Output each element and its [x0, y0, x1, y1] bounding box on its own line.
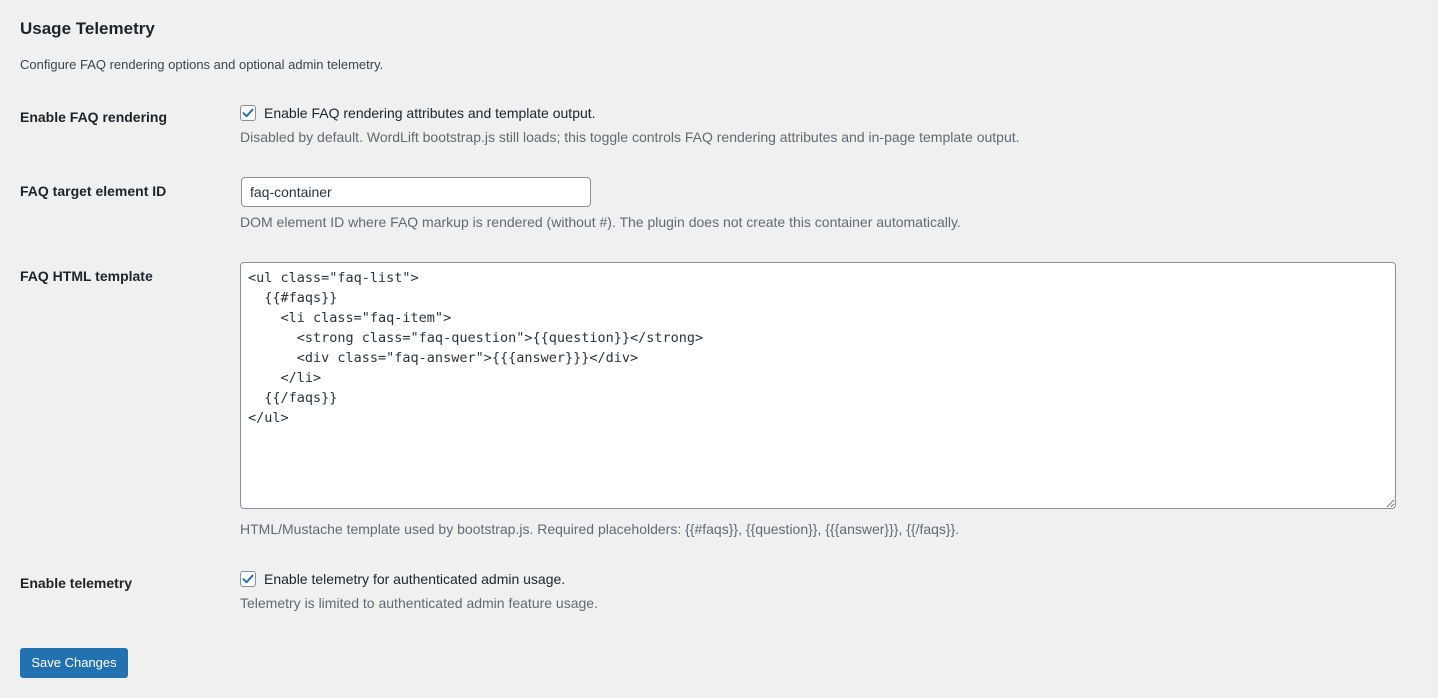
telemetry-option[interactable] [240, 570, 565, 588]
telemetry-checkbox[interactable] [240, 571, 256, 587]
faq-target-help: DOM element ID where FAQ markup is rendered (without #). The plugin does not create this container automatically. [240, 214, 961, 230]
faq-rendering-option[interactable] [240, 104, 596, 122]
section-description: Configure FAQ rendering options and optional admin telemetry. [20, 57, 384, 72]
faq-template-label: FAQ HTML template [20, 268, 153, 284]
faq-rendering-label: Enable FAQ rendering [20, 109, 168, 125]
telemetry-label: Enable telemetry [20, 575, 133, 591]
checkmark-icon [241, 106, 255, 120]
faq-template-textarea[interactable] [240, 262, 1396, 509]
save-changes-button[interactable]: Save Changes [20, 648, 128, 678]
faq-template-help: HTML/Mustache template used by bootstrap.js. Required placeholders: {{#faqs}}, {{question}}, {{{answer}}}, {{/faqs}}. [240, 521, 960, 537]
telemetry-help: Telemetry is limited to authenticated admin feature usage. [240, 595, 598, 611]
faq-rendering-help: Disabled by default. WordLift bootstrap.js still loads; this toggle controls FAQ rendering attributes and in-page template output. [240, 129, 1020, 145]
section-title: Usage Telemetry [20, 19, 155, 38]
faq-rendering-checkbox-label[interactable]: Enable FAQ rendering attributes and template output. [264, 105, 596, 121]
telemetry-checkbox-label[interactable]: Enable telemetry for authenticated admin usage. [264, 571, 566, 587]
faq-target-input[interactable] [241, 177, 591, 207]
checkmark-icon [241, 572, 255, 586]
faq-rendering-checkbox[interactable] [240, 105, 256, 121]
faq-target-label: FAQ target element ID [20, 183, 167, 199]
